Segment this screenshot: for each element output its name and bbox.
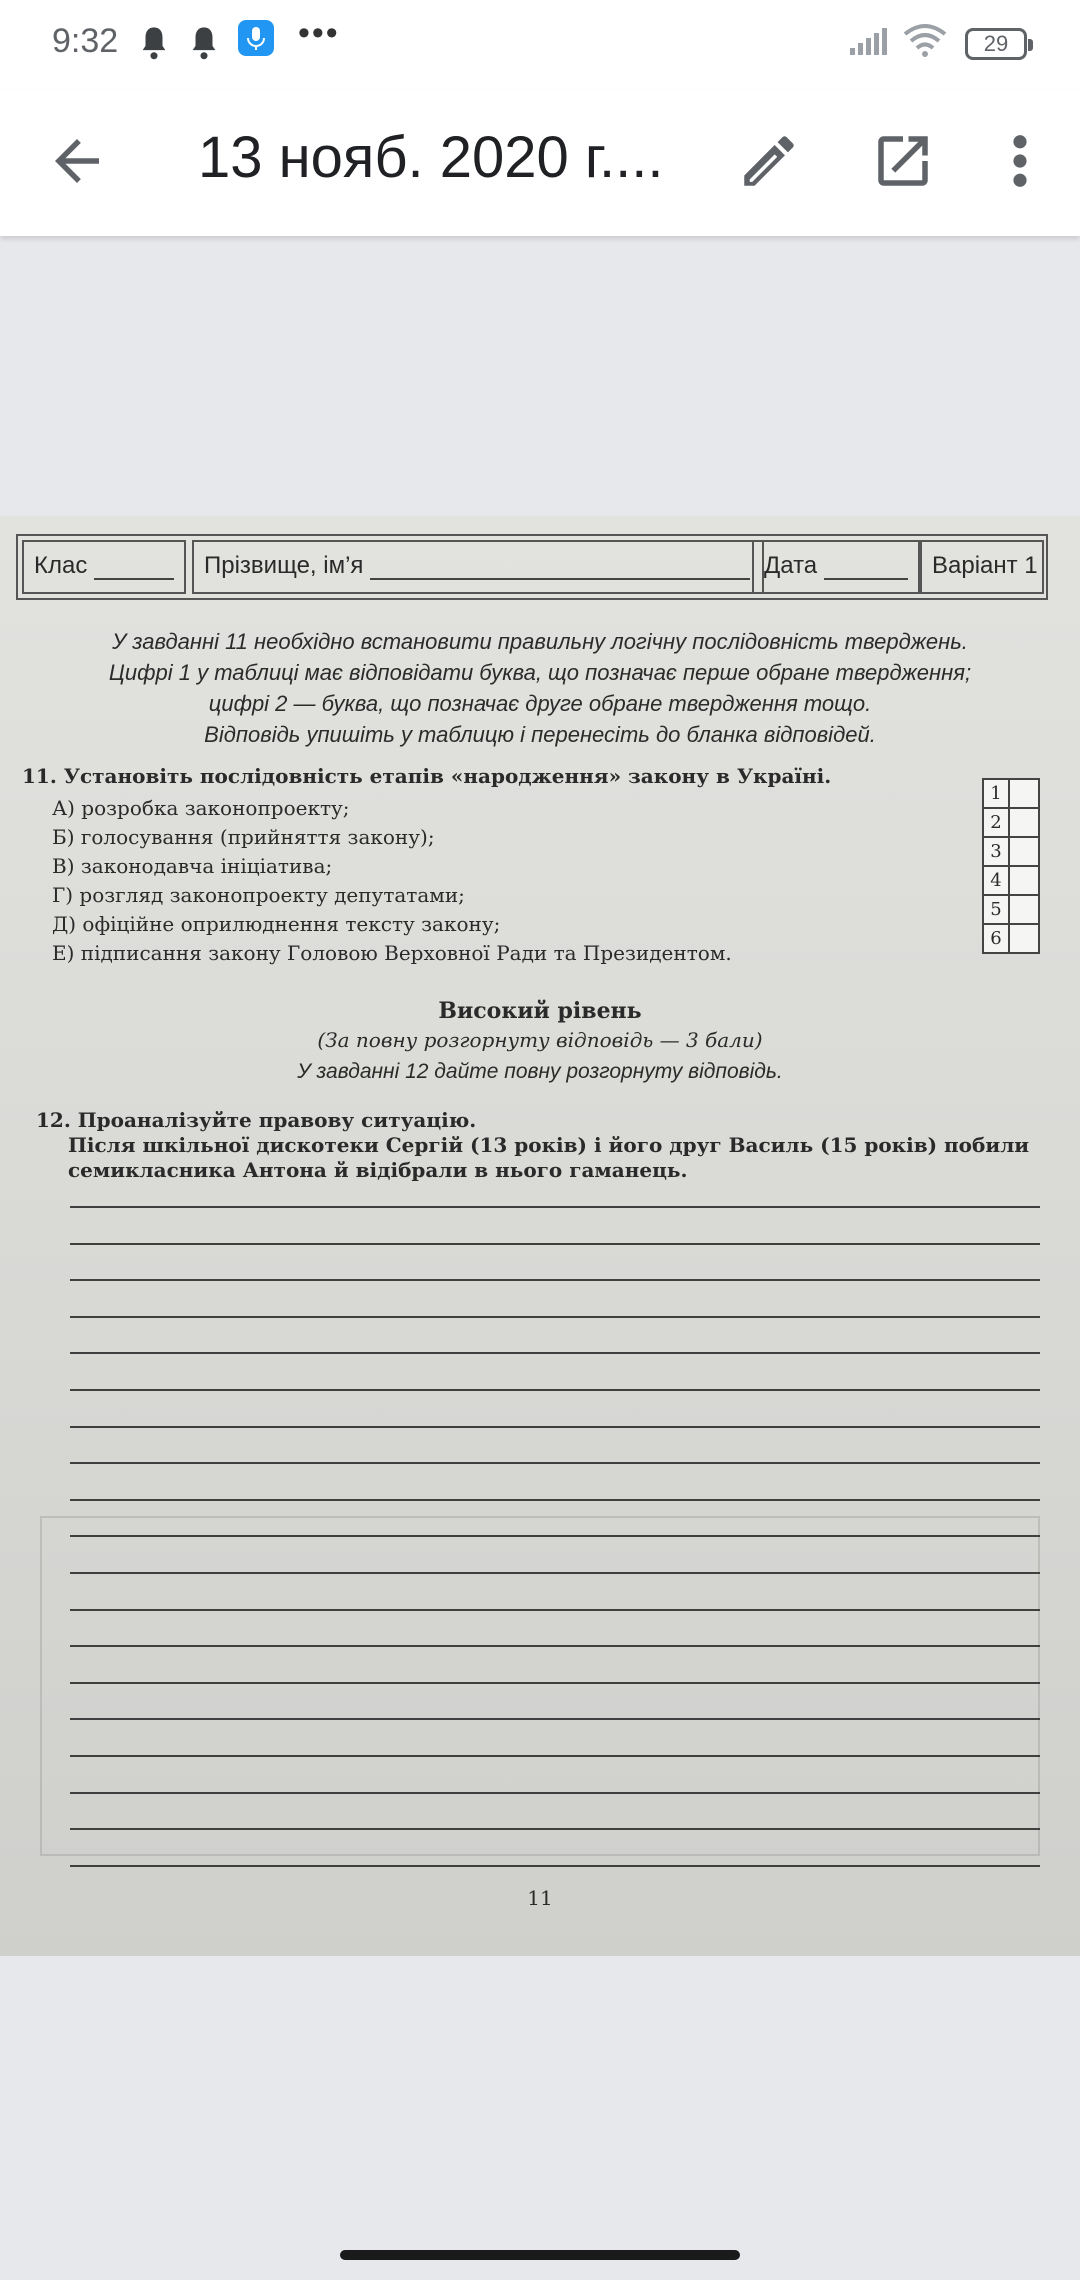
question-12-text: Після шкільної дискотеки Сергій (13 років) і його друг Василь (15 років) побили семикласника Антона й відібрали в нього гаманець. bbox=[68, 1133, 1030, 1182]
signal-icon bbox=[848, 26, 892, 56]
answer-line bbox=[70, 1792, 1040, 1794]
answer-line bbox=[70, 1243, 1040, 1245]
date-field bbox=[752, 540, 920, 594]
answer-line bbox=[70, 1279, 1040, 1281]
class-blank bbox=[94, 558, 174, 580]
question-11-title: 11. Установіть послідовність етапів «народження» закону в Україні. bbox=[22, 764, 832, 788]
name-blank bbox=[370, 558, 750, 580]
option-item: Е) підписання закону Головою Верховної Ради та Президентом. bbox=[52, 941, 732, 965]
page-number: 11 bbox=[527, 1886, 553, 1910]
answer-line bbox=[70, 1206, 1040, 1208]
class-label: Клас bbox=[34, 552, 88, 579]
answer-number: 5 bbox=[983, 895, 1009, 924]
question-12-title: 12. Проаналізуйте правову ситуацію. bbox=[36, 1108, 477, 1132]
option-item: Г) розгляд законопроекту депутатами; bbox=[52, 883, 465, 907]
date-label: Дата bbox=[764, 552, 818, 579]
answer-line bbox=[70, 1316, 1040, 1318]
question-11-options bbox=[52, 794, 732, 968]
answer-row bbox=[983, 808, 1039, 837]
answer-line bbox=[70, 1499, 1040, 1501]
answer-line bbox=[70, 1572, 1040, 1574]
answer-row bbox=[983, 895, 1039, 924]
answer-row bbox=[983, 779, 1039, 808]
instruction-line: Цифрі 1 у таблиці має відповідати буква, що позначає перше обране твердження; bbox=[108, 660, 972, 685]
name-label: Прізвище, ім’я bbox=[204, 552, 364, 579]
option-item: А) розробка законопроекту; bbox=[52, 796, 350, 820]
answer-line bbox=[70, 1352, 1040, 1354]
answer-cell bbox=[1009, 866, 1039, 895]
answer-line bbox=[70, 1645, 1040, 1647]
answer-line bbox=[70, 1609, 1040, 1611]
option-item: Б) голосування (прийняття закону); bbox=[52, 825, 435, 849]
answer-line bbox=[70, 1462, 1040, 1464]
answer-row bbox=[983, 837, 1039, 866]
answer-line bbox=[70, 1389, 1040, 1391]
app-bar bbox=[0, 90, 1080, 236]
voice-recorder-icon bbox=[238, 20, 274, 56]
answer-line bbox=[70, 1682, 1040, 1684]
instruction-line: цифрі 2 — буква, що позначає друге обране твердження тощо. bbox=[208, 691, 872, 716]
edit-pencil-icon[interactable] bbox=[736, 128, 802, 194]
answer-line bbox=[70, 1755, 1040, 1757]
bell-icon bbox=[187, 24, 221, 62]
answer-number: 1 bbox=[983, 779, 1009, 808]
level-subtitle: (За повну розгорнуту відповідь — 3 бали) bbox=[317, 1028, 763, 1052]
answer-line bbox=[70, 1718, 1040, 1720]
date-blank bbox=[824, 558, 908, 580]
level-instruction: У завданні 12 дайте повну розгорнуту відповідь. bbox=[297, 1060, 783, 1083]
more-vert-icon[interactable] bbox=[1000, 128, 1040, 194]
instruction-line: Відповідь упишіть у таблицю і перенесіть до бланка відповідей. bbox=[204, 722, 876, 747]
answer-cell bbox=[1009, 895, 1039, 924]
answer-number: 6 bbox=[983, 924, 1009, 953]
more-notifications-icon: ••• bbox=[298, 14, 340, 52]
answer-table bbox=[982, 778, 1040, 954]
status-time: 9:32 bbox=[52, 22, 119, 60]
answer-cell bbox=[1009, 779, 1039, 808]
answer-line bbox=[70, 1865, 1040, 1867]
high-level-section bbox=[0, 998, 1080, 1084]
battery-icon: 29 bbox=[965, 28, 1027, 60]
answer-number: 4 bbox=[983, 866, 1009, 895]
document-title: 13 нояб. 2020 г.... bbox=[198, 125, 664, 190]
document-photo[interactable] bbox=[0, 516, 1080, 1956]
answer-cell bbox=[1009, 808, 1039, 837]
answer-line bbox=[70, 1426, 1040, 1428]
answer-row bbox=[983, 924, 1039, 953]
option-item: Д) офіційне оприлюднення тексту закону; bbox=[52, 912, 501, 936]
answer-line bbox=[70, 1828, 1040, 1830]
answer-cell bbox=[1009, 924, 1039, 953]
open-external-icon[interactable] bbox=[870, 128, 936, 194]
answer-cell bbox=[1009, 837, 1039, 866]
bell-icon bbox=[137, 24, 171, 62]
option-item: В) законодавча ініціатива; bbox=[52, 854, 333, 878]
level-title: Високий рівень bbox=[438, 998, 642, 1024]
class-field bbox=[22, 540, 186, 594]
wifi-icon bbox=[902, 22, 948, 58]
instruction-line: У завданні 11 необхідно встановити правильну логічну послідовність тверджень. bbox=[112, 629, 968, 654]
answer-row bbox=[983, 866, 1039, 895]
answer-number: 3 bbox=[983, 837, 1009, 866]
variant-label: Варіант 1 bbox=[932, 552, 1038, 579]
answer-number: 2 bbox=[983, 808, 1009, 837]
home-indicator[interactable] bbox=[340, 2250, 740, 2260]
name-field bbox=[192, 540, 764, 594]
variant-field bbox=[920, 540, 1044, 594]
back-arrow-icon[interactable] bbox=[44, 128, 110, 194]
task-instructions bbox=[60, 626, 1020, 750]
status-bar bbox=[0, 0, 1080, 90]
answer-line bbox=[70, 1535, 1040, 1537]
student-header-table bbox=[16, 534, 1048, 600]
bleed-through-answer-sheet bbox=[40, 1516, 1040, 1856]
